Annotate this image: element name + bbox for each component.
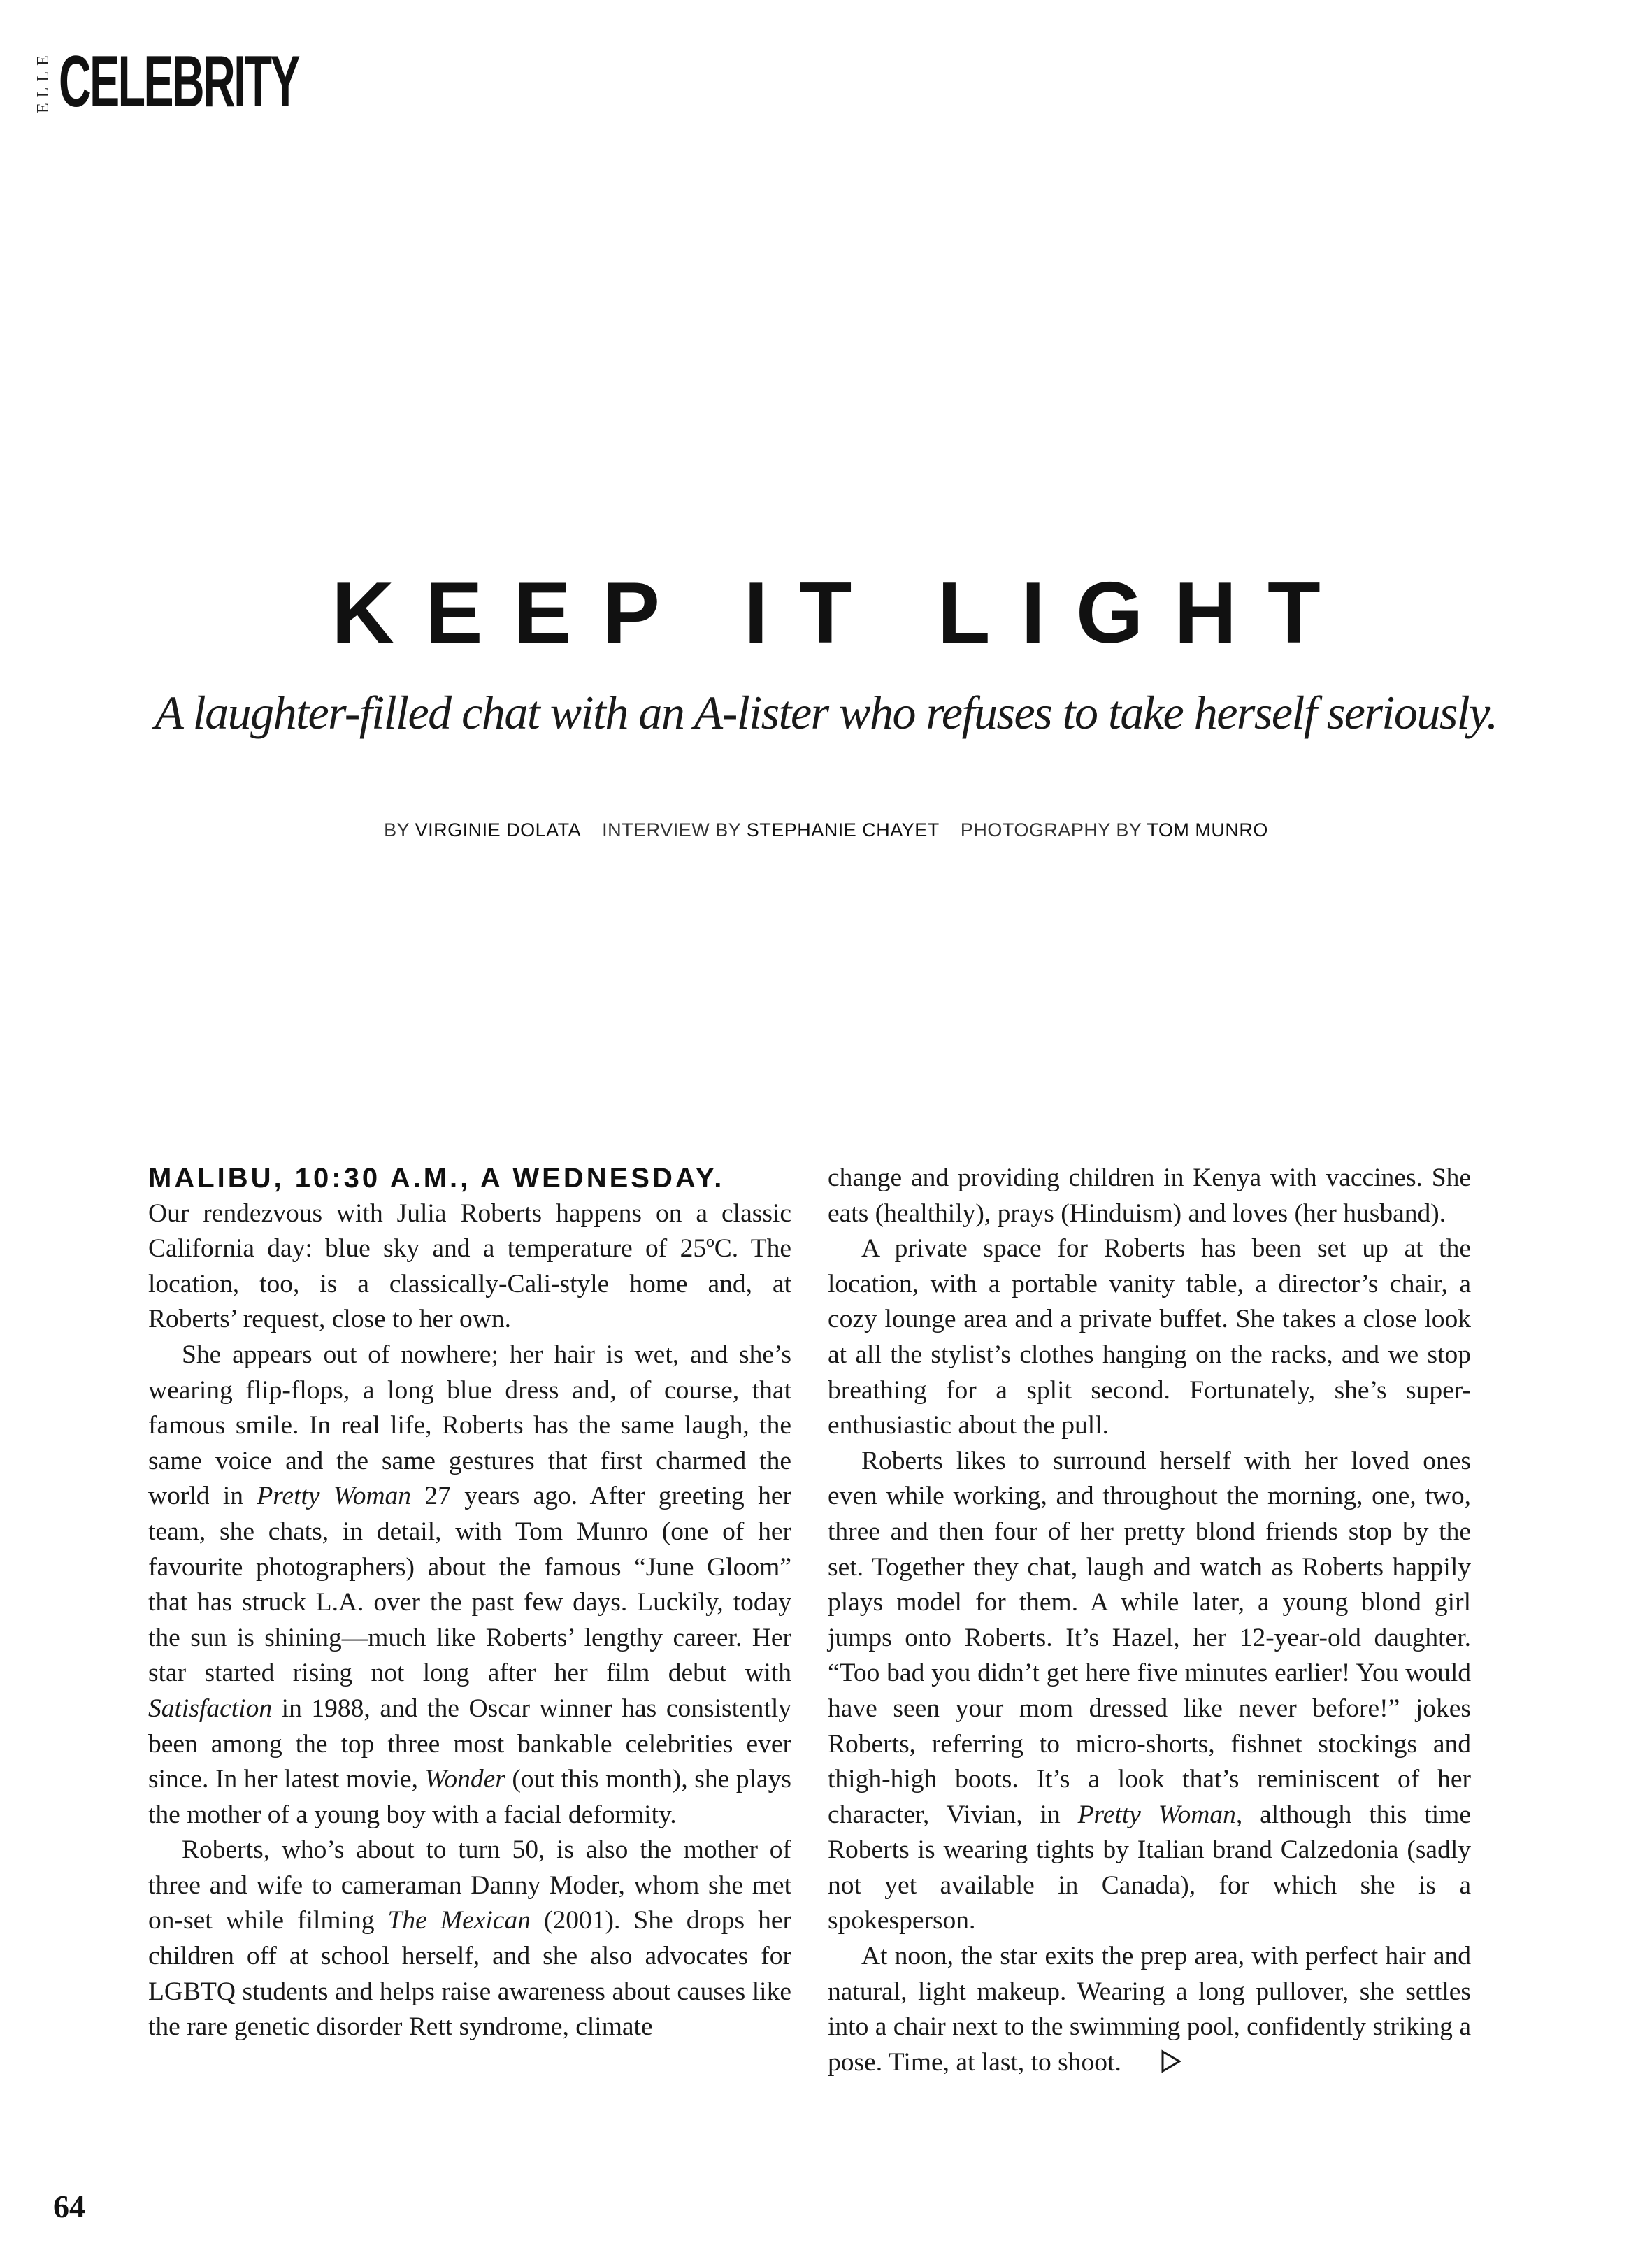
interview-label: INTERVIEW BY	[602, 819, 741, 840]
byline-label: BY	[384, 819, 410, 840]
body-column-right	[828, 1161, 1471, 2083]
film-title: Pretty Woman	[1077, 1800, 1236, 1829]
body-paragraph: Our rendezvous with Julia Roberts happens on a classic California day: blue sky and a temperature of 25ºC. The location, too, is a classically-Cali-style home and, at Roberts’ request, close to her own.	[148, 1198, 791, 1334]
article-dek: A laughter-filled chat with an A-lister who refuses to take herself seriously.	[155, 686, 1497, 739]
film-title: Pretty Woman	[257, 1482, 412, 1511]
article-headline: KEEP IT LIGHT	[331, 565, 1351, 661]
body-column-left	[148, 1161, 791, 2045]
byline-name: VIRGINIE DOLATA	[415, 819, 582, 840]
magazine-logo: ELLE	[34, 50, 52, 114]
end-mark-icon	[1127, 2048, 1181, 2084]
film-title: Satisfaction	[148, 1694, 273, 1723]
interview-name: STEPHANIE CHAYET	[746, 819, 940, 840]
body-paragraph: At noon, the star exits the prep area, with perfect hair and natural, light makeup. Wearing a long pullover, she settles into a chair next to the swimming pool, confidently striking a pose. Time, at last, to shoot.	[828, 1939, 1471, 2083]
body-paragraph: A private space for Roberts has been set up at the location, with a portable vanity table, a director’s chair, a cozy lounge area and a private buffet. She takes a close look at all the stylist’s clothes hanging on the racks, and we stop breathing for a split second. Fortunately, she’s super-enthusiastic about the pull.	[828, 1234, 1471, 1440]
section-label: CELEBRITY	[59, 41, 299, 122]
film-title: The Mexican	[387, 1906, 531, 1935]
page-number: 64	[53, 2189, 85, 2224]
photography-name: TOM MUNRO	[1147, 819, 1268, 840]
body-paragraph: Roberts likes to surround herself with her loved ones even while working, and throughout the morning, one, two, three and then four of her pretty blond friends stop by the set. Together they chat, laugh and watch as Roberts happily plays model for them. A while later, a young blond girl jumps onto Roberts. It’s Hazel, her 12-year-old daughter. “Too bad you didn’t get here five minutes earlier! You would have seen your mom dressed like never before!” jokes Roberts, referring to micro-shorts, fishnet stockings and thigh-high boots. It’s a look that’s reminiscent of her character, Vivian, in Pretty Woman, although this time Roberts is wearing tights by Italian brand Calzedonia (sadly not yet available in Canada), for which she is a spokesperson.	[828, 1446, 1471, 1935]
lead-in: MALIBU, 10:30 A.M., A WEDNESDAY.	[148, 1163, 725, 1194]
article-credits	[0, 821, 1652, 840]
body-paragraph: change and providing children in Kenya with vaccines. She eats (healthily), prays (Hinduism) and loves (her husband).	[828, 1164, 1471, 1228]
film-title: Wonder	[424, 1765, 505, 1794]
body-paragraph: Roberts, who’s about to turn 50, is also the mother of three and wife to cameraman Danny Moder, whom she met on-set while filming The Mexican (2001). She drops her children off at school herself, and she also advocates for LGBTQ students and helps raise awareness about causes like the rare genetic disorder Rett syndrome, climate	[148, 1835, 791, 2042]
photography-label: PHOTOGRAPHY BY	[960, 819, 1142, 840]
section-header	[35, 43, 445, 120]
body-paragraph: She appears out of nowhere; her hair is wet, and she’s wearing flip-flops, a long blue dress and, of course, that famous smile. In real life, Roberts has the same laugh, the same voice and the same gestures that first charmed the world in Pretty Woman 27 years ago. After greeting her team, she chats, in detail, with Tom Munro (one of her favourite photographers) about the famous “June Gloom” that has struck L.A. over the past few days. Luckily, today the sun is shining—much like Roberts’ lengthy career. Her star started rising not long after her film debut with Satisfaction in 1988, and the Oscar winner has consistently been among the top three most bankable celebrities ever since. In her latest movie, Wonder (out this month), she plays the mother of a young boy with a facial deformity.	[148, 1340, 791, 1829]
